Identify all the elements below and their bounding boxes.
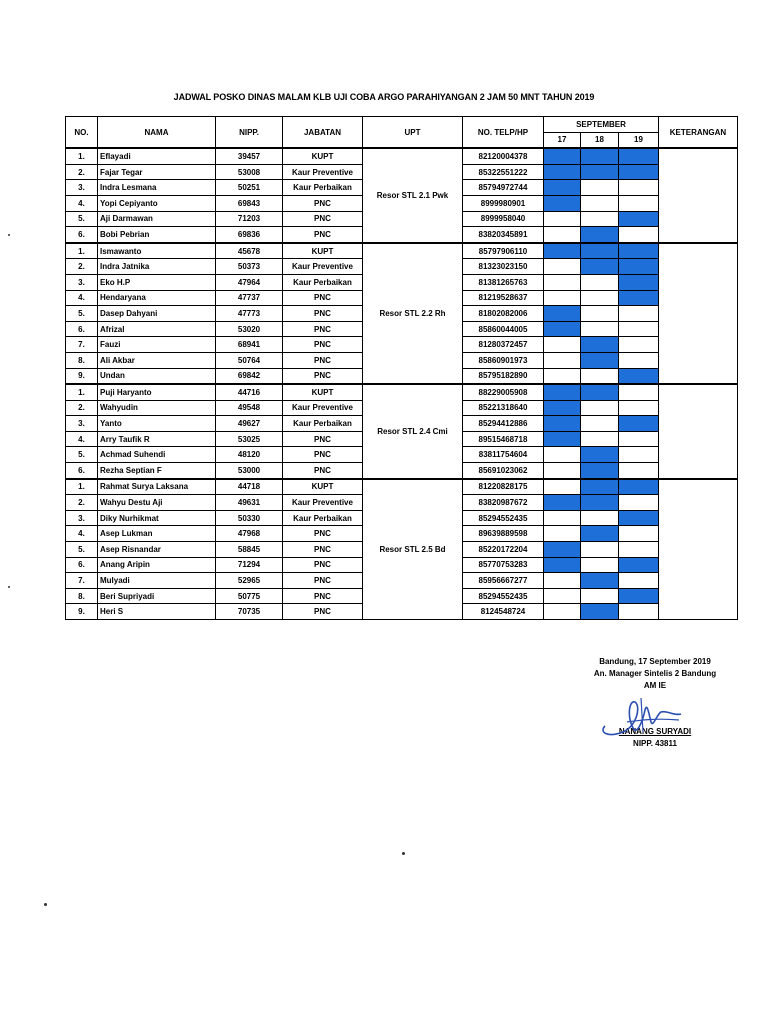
duty-cell-day-18: [581, 148, 619, 164]
cell-telp: 85860901973: [463, 352, 544, 368]
duty-cell-day-17: [544, 148, 581, 164]
signer-name: NANANG SURYADI: [618, 727, 692, 736]
duty-cell-day-18: [581, 557, 619, 573]
cell-jabatan: PNC: [283, 526, 363, 542]
cell-nama: Diky Nurhikmat: [98, 510, 216, 526]
cell-nipp: 47968: [216, 526, 283, 542]
scan-speck: [402, 852, 405, 855]
cell-no: 1.: [66, 148, 98, 164]
duty-cell-day-17: [544, 195, 581, 211]
cell-no: 4.: [66, 195, 98, 211]
duty-cell-day-19: [619, 400, 659, 416]
cell-nama: Eko H.P: [98, 274, 216, 290]
duty-cell-day-19: [619, 447, 659, 463]
cell-telp: 81323023150: [463, 259, 544, 275]
duty-cell-day-17: [544, 211, 581, 227]
duty-cell-day-17: [544, 526, 581, 542]
duty-cell-day-19: [619, 384, 659, 400]
cell-no: 3.: [66, 274, 98, 290]
sign-on-behalf: An. Manager Sintelis 2 Bandung: [593, 669, 717, 678]
duty-cell-day-18: [581, 416, 619, 432]
cell-telp: 89639889598: [463, 526, 544, 542]
cell-jabatan: Kaur Perbaikan: [283, 274, 363, 290]
duty-cell-day-18: [581, 368, 619, 384]
cell-nipp: 52965: [216, 573, 283, 589]
scan-speck: [44, 903, 47, 906]
duty-cell-day-19: [619, 337, 659, 353]
duty-cell-day-19: [619, 164, 659, 180]
cell-nipp: 71203: [216, 211, 283, 227]
cell-jabatan: Kaur Perbaikan: [283, 510, 363, 526]
cell-jabatan: PNC: [283, 306, 363, 322]
cell-jabatan: Kaur Perbaikan: [283, 416, 363, 432]
duty-cell-day-17: [544, 479, 581, 495]
cell-telp: 8999958040: [463, 211, 544, 227]
cell-nipp: 70735: [216, 604, 283, 620]
page-title: JADWAL POSKO DINAS MALAM KLB UJI COBA ARGO PARAHIYANGAN 2 JAM 50 MNT TAHUN 2019: [173, 92, 595, 102]
cell-jabatan: PNC: [283, 352, 363, 368]
cell-nipp: 50775: [216, 588, 283, 604]
cell-no: 6.: [66, 321, 98, 337]
duty-cell-day-19: [619, 588, 659, 604]
duty-cell-day-18: [581, 227, 619, 243]
cell-nipp: 53000: [216, 463, 283, 479]
cell-telp: 81220828175: [463, 479, 544, 495]
cell-telp: 85294552435: [463, 510, 544, 526]
cell-no: 4.: [66, 290, 98, 306]
cell-telp: 81381265763: [463, 274, 544, 290]
duty-cell-day-17: [544, 259, 581, 275]
duty-cell-day-17: [544, 510, 581, 526]
duty-cell-day-19: [619, 290, 659, 306]
header-month: SEPTEMBER: [544, 117, 659, 133]
header-no: NO.: [66, 117, 98, 149]
header-day-19: 19: [619, 132, 659, 148]
signer-nipp: NIPP. 43811: [633, 739, 677, 748]
cell-telp: 85322551222: [463, 164, 544, 180]
duty-cell-day-18: [581, 526, 619, 542]
cell-telp: 83820345891: [463, 227, 544, 243]
duty-cell-day-19: [619, 211, 659, 227]
cell-telp: 82120004378: [463, 148, 544, 164]
duty-cell-day-18: [581, 306, 619, 322]
cell-nipp: 48120: [216, 447, 283, 463]
cell-jabatan: PNC: [283, 463, 363, 479]
duty-cell-day-17: [544, 604, 581, 620]
cell-telp: 85860044005: [463, 321, 544, 337]
table-row: [66, 479, 738, 495]
cell-nama: Anang Aripin: [98, 557, 216, 573]
duty-cell-day-17: [544, 542, 581, 558]
cell-no: 2.: [66, 259, 98, 275]
duty-cell-day-18: [581, 573, 619, 589]
duty-cell-day-19: [619, 243, 659, 259]
cell-nipp: 50251: [216, 180, 283, 196]
duty-cell-day-19: [619, 148, 659, 164]
cell-nama: Aji Darmawan: [98, 211, 216, 227]
cell-no: 7.: [66, 337, 98, 353]
duty-cell-day-19: [619, 416, 659, 432]
cell-jabatan: PNC: [283, 195, 363, 211]
cell-nama: Wahyu Destu Aji: [98, 495, 216, 511]
cell-jabatan: PNC: [283, 431, 363, 447]
cell-nama: Achmad Suhendi: [98, 447, 216, 463]
cell-nipp: 47773: [216, 306, 283, 322]
cell-nipp: 69836: [216, 227, 283, 243]
duty-cell-day-18: [581, 180, 619, 196]
sign-place-date: Bandung, 17 September 2019: [599, 657, 711, 666]
duty-cell-day-17: [544, 588, 581, 604]
cell-nama: Mulyadi: [98, 573, 216, 589]
cell-nipp: 49627: [216, 416, 283, 432]
duty-cell-day-19: [619, 259, 659, 275]
header-jabatan: JABATAN: [283, 117, 363, 149]
duty-cell-day-19: [619, 604, 659, 620]
duty-cell-day-18: [581, 495, 619, 511]
cell-upt: Resor STL 2.1 Pwk: [363, 148, 463, 243]
cell-telp: 85294552435: [463, 588, 544, 604]
cell-nipp: 53008: [216, 164, 283, 180]
cell-nipp: 49631: [216, 495, 283, 511]
duty-cell-day-17: [544, 431, 581, 447]
duty-cell-day-17: [544, 243, 581, 259]
cell-nama: Rezha Septian F: [98, 463, 216, 479]
duty-cell-day-19: [619, 557, 659, 573]
header-nama: NAMA: [98, 117, 216, 149]
duty-cell-day-17: [544, 321, 581, 337]
cell-no: 9.: [66, 368, 98, 384]
cell-jabatan: PNC: [283, 337, 363, 353]
table-body: [66, 148, 738, 619]
duty-cell-day-18: [581, 195, 619, 211]
duty-cell-day-18: [581, 259, 619, 275]
duty-cell-day-19: [619, 368, 659, 384]
duty-cell-day-17: [544, 352, 581, 368]
duty-cell-day-19: [619, 227, 659, 243]
cell-keterangan: [659, 243, 738, 384]
sign-role: AM IE: [643, 681, 667, 690]
cell-no: 1.: [66, 384, 98, 400]
cell-nipp: 49548: [216, 400, 283, 416]
cell-nipp: 39457: [216, 148, 283, 164]
cell-keterangan: [659, 479, 738, 620]
cell-jabatan: PNC: [283, 604, 363, 620]
cell-nama: Yanto: [98, 416, 216, 432]
cell-nama: Wahyudin: [98, 400, 216, 416]
cell-no: 6.: [66, 227, 98, 243]
duty-cell-day-17: [544, 495, 581, 511]
cell-nipp: 47737: [216, 290, 283, 306]
cell-nipp: 71294: [216, 557, 283, 573]
cell-nipp: 50330: [216, 510, 283, 526]
table-row: [66, 148, 738, 164]
header-telp: NO. TELP/HP: [463, 117, 544, 149]
cell-jabatan: PNC: [283, 368, 363, 384]
cell-nipp: 47964: [216, 274, 283, 290]
cell-nama: Undan: [98, 368, 216, 384]
cell-telp: 89515468718: [463, 431, 544, 447]
duty-cell-day-18: [581, 384, 619, 400]
duty-cell-day-19: [619, 495, 659, 511]
duty-cell-day-18: [581, 211, 619, 227]
cell-nama: Bobi Pebrian: [98, 227, 216, 243]
duty-cell-day-17: [544, 306, 581, 322]
cell-nama: Indra Lesmana: [98, 180, 216, 196]
cell-no: 5.: [66, 542, 98, 558]
duty-cell-day-18: [581, 400, 619, 416]
cell-no: 3.: [66, 416, 98, 432]
cell-telp: 85794972744: [463, 180, 544, 196]
duty-cell-day-18: [581, 321, 619, 337]
duty-cell-day-17: [544, 290, 581, 306]
cell-jabatan: PNC: [283, 557, 363, 573]
cell-nama: Yopi Cepiyanto: [98, 195, 216, 211]
cell-jabatan: PNC: [283, 321, 363, 337]
cell-nipp: 50373: [216, 259, 283, 275]
header-upt: UPT: [363, 117, 463, 149]
cell-jabatan: Kaur Preventive: [283, 164, 363, 180]
header-keterangan: KETERANGAN: [659, 117, 738, 149]
cell-no: 7.: [66, 573, 98, 589]
duty-cell-day-19: [619, 463, 659, 479]
cell-no: 8.: [66, 352, 98, 368]
cell-telp: 81802082006: [463, 306, 544, 322]
cell-no: 2.: [66, 495, 98, 511]
cell-telp: 85795182890: [463, 368, 544, 384]
duty-cell-day-19: [619, 195, 659, 211]
cell-jabatan: Kaur Preventive: [283, 400, 363, 416]
cell-nipp: 58845: [216, 542, 283, 558]
duty-cell-day-19: [619, 431, 659, 447]
cell-nama: Fajar Tegar: [98, 164, 216, 180]
duty-roster-table: [65, 116, 738, 620]
cell-telp: 85797906110: [463, 243, 544, 259]
duty-cell-day-17: [544, 400, 581, 416]
duty-cell-day-17: [544, 463, 581, 479]
cell-telp: 85770753283: [463, 557, 544, 573]
cell-jabatan: Kaur Preventive: [283, 259, 363, 275]
cell-jabatan: Kaur Perbaikan: [283, 180, 363, 196]
duty-cell-day-18: [581, 274, 619, 290]
cell-no: 6.: [66, 463, 98, 479]
cell-telp: 81280372457: [463, 337, 544, 353]
cell-nama: Afrizal: [98, 321, 216, 337]
duty-cell-day-18: [581, 588, 619, 604]
cell-no: 3.: [66, 180, 98, 196]
duty-cell-day-19: [619, 274, 659, 290]
duty-cell-day-18: [581, 352, 619, 368]
cell-jabatan: KUPT: [283, 384, 363, 400]
cell-jabatan: Kaur Preventive: [283, 495, 363, 511]
cell-nama: Arry Taufik R: [98, 431, 216, 447]
duty-cell-day-17: [544, 416, 581, 432]
cell-jabatan: KUPT: [283, 243, 363, 259]
duty-cell-day-17: [544, 180, 581, 196]
duty-cell-day-18: [581, 542, 619, 558]
duty-cell-day-18: [581, 290, 619, 306]
duty-cell-day-19: [619, 510, 659, 526]
duty-cell-day-17: [544, 447, 581, 463]
cell-nama: Hendaryana: [98, 290, 216, 306]
duty-cell-day-19: [619, 479, 659, 495]
cell-telp: 8124548724: [463, 604, 544, 620]
cell-jabatan: PNC: [283, 447, 363, 463]
duty-cell-day-19: [619, 306, 659, 322]
duty-cell-day-19: [619, 321, 659, 337]
cell-keterangan: [659, 384, 738, 479]
cell-keterangan: [659, 148, 738, 243]
cell-nipp: 53025: [216, 431, 283, 447]
cell-nama: Fauzi: [98, 337, 216, 353]
cell-nama: Puji Haryanto: [98, 384, 216, 400]
cell-nama: Asep Lukman: [98, 526, 216, 542]
cell-nipp: 68941: [216, 337, 283, 353]
cell-nipp: 45678: [216, 243, 283, 259]
duty-cell-day-17: [544, 557, 581, 573]
table-row: [66, 243, 738, 259]
duty-cell-day-19: [619, 573, 659, 589]
cell-no: 1.: [66, 479, 98, 495]
cell-telp: 8999980901: [463, 195, 544, 211]
cell-no: 1.: [66, 243, 98, 259]
scan-speck: [8, 234, 10, 236]
cell-nama: Dasep Dahyani: [98, 306, 216, 322]
duty-cell-day-17: [544, 274, 581, 290]
cell-telp: 83811754604: [463, 447, 544, 463]
scan-speck: [8, 586, 10, 588]
duty-cell-day-18: [581, 510, 619, 526]
table-row: [66, 384, 738, 400]
cell-no: 9.: [66, 604, 98, 620]
cell-upt: Resor STL 2.5 Bd: [363, 479, 463, 620]
cell-nipp: 44716: [216, 384, 283, 400]
cell-jabatan: PNC: [283, 573, 363, 589]
cell-telp: 85294412886: [463, 416, 544, 432]
table-header: [66, 117, 738, 149]
duty-cell-day-18: [581, 463, 619, 479]
cell-no: 4.: [66, 526, 98, 542]
cell-no: 4.: [66, 431, 98, 447]
cell-no: 5.: [66, 211, 98, 227]
cell-nama: Beri Supriyadi: [98, 588, 216, 604]
header-nipp: NIPP.: [216, 117, 283, 149]
cell-no: 6.: [66, 557, 98, 573]
cell-no: 5.: [66, 447, 98, 463]
cell-nipp: 69842: [216, 368, 283, 384]
cell-telp: 85956667277: [463, 573, 544, 589]
duty-cell-day-18: [581, 447, 619, 463]
cell-no: 2.: [66, 400, 98, 416]
cell-telp: 83820987672: [463, 495, 544, 511]
duty-cell-day-17: [544, 164, 581, 180]
duty-cell-day-17: [544, 227, 581, 243]
cell-telp: 85691023062: [463, 463, 544, 479]
duty-cell-day-17: [544, 384, 581, 400]
cell-nipp: 53020: [216, 321, 283, 337]
cell-nipp: 50764: [216, 352, 283, 368]
cell-nama: Asep Risnandar: [98, 542, 216, 558]
duty-cell-day-18: [581, 479, 619, 495]
cell-jabatan: KUPT: [283, 479, 363, 495]
cell-upt: Resor STL 2.2 Rh: [363, 243, 463, 384]
cell-nama: Ismawanto: [98, 243, 216, 259]
cell-jabatan: PNC: [283, 290, 363, 306]
cell-jabatan: KUPT: [283, 148, 363, 164]
duty-cell-day-17: [544, 337, 581, 353]
duty-cell-day-19: [619, 180, 659, 196]
cell-jabatan: PNC: [283, 588, 363, 604]
cell-telp: 85221318640: [463, 400, 544, 416]
cell-nama: Heri S: [98, 604, 216, 620]
cell-nama: Indra Jatnika: [98, 259, 216, 275]
cell-nama: Ali Akbar: [98, 352, 216, 368]
duty-cell-day-18: [581, 243, 619, 259]
cell-no: 5.: [66, 306, 98, 322]
cell-no: 8.: [66, 588, 98, 604]
cell-jabatan: PNC: [283, 542, 363, 558]
cell-jabatan: PNC: [283, 227, 363, 243]
cell-nama: Rahmat Surya Laksana: [98, 479, 216, 495]
duty-cell-day-18: [581, 337, 619, 353]
cell-no: 2.: [66, 164, 98, 180]
cell-nipp: 44718: [216, 479, 283, 495]
header-day-18: 18: [581, 132, 619, 148]
cell-no: 3.: [66, 510, 98, 526]
duty-cell-day-19: [619, 542, 659, 558]
duty-cell-day-19: [619, 526, 659, 542]
cell-telp: 88229005908: [463, 384, 544, 400]
duty-cell-day-18: [581, 164, 619, 180]
cell-telp: 85220172204: [463, 542, 544, 558]
duty-cell-day-19: [619, 352, 659, 368]
duty-cell-day-17: [544, 573, 581, 589]
cell-nama: Eflayadi: [98, 148, 216, 164]
header-day-17: 17: [544, 132, 581, 148]
cell-telp: 81219528637: [463, 290, 544, 306]
cell-upt: Resor STL 2.4 Cmi: [363, 384, 463, 479]
duty-cell-day-17: [544, 368, 581, 384]
handwritten-signature: [597, 692, 687, 742]
cell-nipp: 69843: [216, 195, 283, 211]
duty-cell-day-18: [581, 604, 619, 620]
duty-cell-day-18: [581, 431, 619, 447]
cell-jabatan: PNC: [283, 211, 363, 227]
